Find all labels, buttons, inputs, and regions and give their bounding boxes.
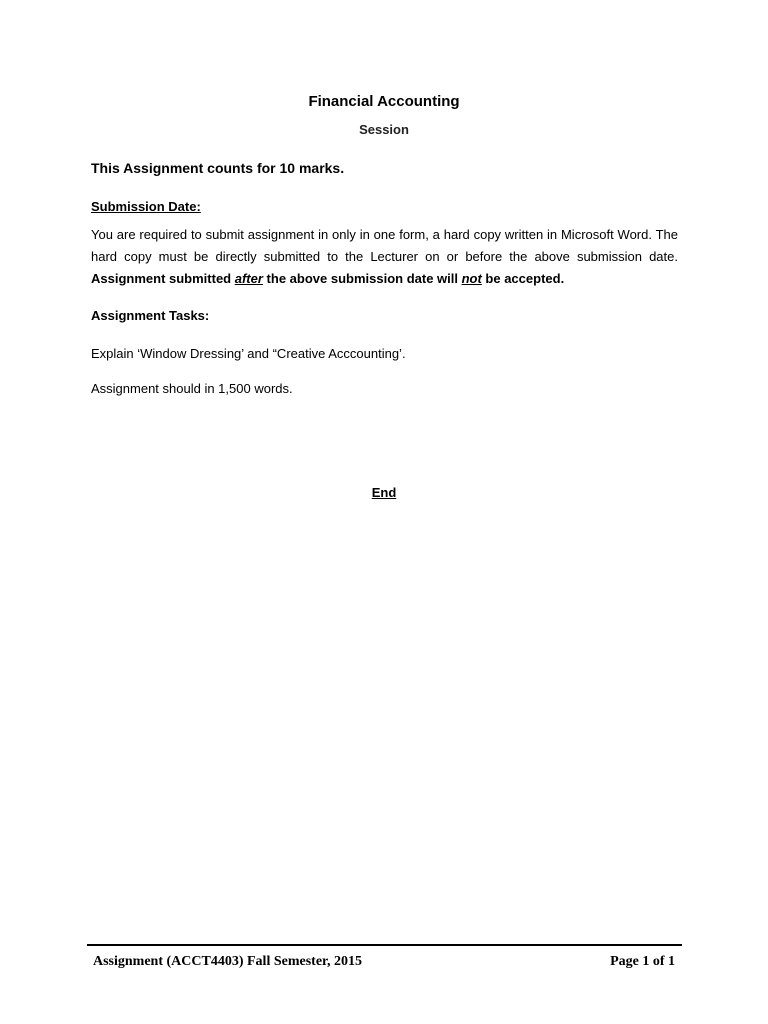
submission-warning-part-3: be accepted. xyxy=(481,271,565,286)
end-marker xyxy=(0,485,768,500)
assignment-tasks-heading: Assignment Tasks: xyxy=(91,308,210,323)
submission-warning-part-1: Assignment submitted xyxy=(91,271,235,286)
end-label: End xyxy=(371,485,397,500)
marks-statement: This Assignment counts for 10 marks. xyxy=(91,160,345,176)
footer-page-number: Page 1 of 1 xyxy=(610,954,675,969)
submission-paragraph xyxy=(91,224,678,290)
submission-warning-part-2: the above submission date will xyxy=(262,271,462,286)
document-title: Financial Accounting xyxy=(308,93,460,110)
task-item: Explain ‘Window Dressing’ and “Creative Acccounting’. xyxy=(91,346,406,361)
word-count-note: Assignment should in 1,500 words. xyxy=(91,381,293,396)
emphasis-after: after xyxy=(234,271,263,286)
document-subtitle: Session xyxy=(359,122,409,137)
submission-date-heading: Submission Date: xyxy=(91,199,201,214)
footer-divider xyxy=(87,944,682,946)
submission-text: You are required to submit assignment in only in one form, a hard copy written in Microsoft Word. The hard copy must be directly submitted to the Lecturer on or before the above submission date. xyxy=(91,227,678,264)
footer-course-info: Assignment (ACCT4403) Fall Semester, 2015 xyxy=(93,954,362,969)
emphasis-not: not xyxy=(461,271,482,286)
